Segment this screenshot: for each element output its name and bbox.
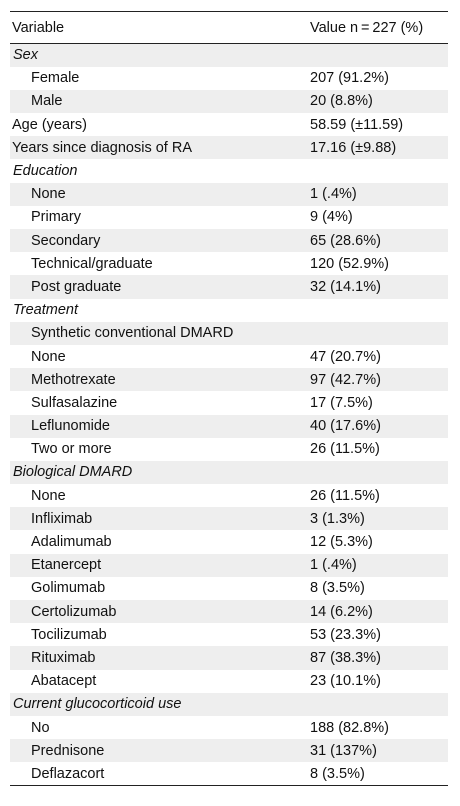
row-value: 32 (14.1%): [310, 278, 381, 295]
row-value: 97 (42.7%): [310, 371, 381, 388]
row-value: 26 (11.5%): [310, 487, 380, 504]
row-label: Methotrexate: [31, 371, 116, 388]
row-value: 1 (.4%): [310, 557, 357, 574]
row-value: 188 (82.8%): [310, 719, 389, 736]
table-row: [10, 646, 448, 669]
section-label: Biological DMARD: [13, 464, 133, 481]
row-label: Post graduate: [31, 278, 122, 295]
row-label: Male: [31, 93, 63, 110]
row-value: 3 (1.3%): [310, 510, 365, 527]
row-value: 47 (20.7%): [310, 348, 381, 365]
row-label: Primary: [31, 209, 81, 226]
row-label: Prednisone: [31, 742, 105, 759]
row-label: Certolizumab: [31, 603, 117, 620]
row-label: Adalimumab: [31, 534, 112, 551]
table-row: [10, 762, 448, 785]
row-value: 14 (6.2%): [310, 603, 373, 620]
section-row: [10, 461, 448, 484]
demographics-table: [10, 11, 448, 786]
section-row: [10, 693, 448, 716]
header-variable: Variable: [12, 19, 65, 36]
table-row: [10, 229, 448, 252]
table-row: [10, 438, 448, 461]
row-value: [310, 693, 448, 716]
table-body: [10, 44, 448, 786]
row-label: Synthetic conventional DMARD: [31, 325, 234, 342]
row-label: Deflazacort: [31, 765, 105, 782]
table-row: [10, 415, 448, 438]
row-label: Female: [31, 70, 80, 87]
table-row: [10, 554, 448, 577]
row-label: Rituximab: [31, 649, 96, 666]
table-row: [10, 206, 448, 229]
row-label: Infliximab: [31, 510, 93, 527]
table-row: [10, 623, 448, 646]
row-value: 20 (8.8%): [310, 93, 373, 110]
section-row: [10, 299, 448, 322]
row-value: 12 (5.3%): [310, 534, 373, 551]
table-row: [10, 183, 448, 206]
table-row: [10, 252, 448, 275]
row-value: [310, 299, 448, 322]
table-row: [10, 670, 448, 693]
row-value: 65 (28.6%): [310, 232, 381, 249]
table-row: [10, 368, 448, 391]
table-row: [10, 275, 448, 298]
section-label: Current glucocorticoid use: [13, 696, 182, 713]
row-label: None: [31, 186, 66, 203]
row-value: 58.59 (±11.59): [310, 116, 404, 133]
row-value: [310, 461, 448, 484]
row-value: 207 (91.2%): [310, 70, 389, 87]
section-label: Education: [13, 163, 78, 180]
table-row: [10, 600, 448, 623]
row-value: 17.16 (±9.88): [310, 139, 397, 156]
row-label: Golimumab: [31, 580, 106, 597]
table-row: [10, 322, 448, 345]
row-value: 8 (3.5%): [310, 580, 365, 597]
row-value: 87 (38.3%): [310, 649, 381, 666]
table-row: [10, 90, 448, 113]
row-value: 23 (10.1%): [310, 673, 381, 690]
header-row: [10, 12, 448, 44]
table-row: [10, 136, 448, 159]
row-label: Technical/graduate: [31, 255, 153, 272]
row-label: Abatacept: [31, 673, 97, 690]
section-label: Treatment: [13, 302, 79, 319]
table-row: [10, 67, 448, 90]
row-label: Age (years): [12, 116, 87, 133]
row-value: [310, 44, 448, 67]
section-label: Sex: [13, 47, 38, 64]
row-value: 1 (.4%): [310, 186, 357, 203]
row-label: Two or more: [31, 441, 112, 458]
table-header: [10, 12, 448, 44]
row-value: 53 (23.3%): [310, 626, 381, 643]
demographics-table-container: [10, 11, 448, 786]
row-value: 40 (17.6%): [310, 418, 381, 435]
header-value: Value n = 227 (%): [310, 19, 424, 36]
table-row: [10, 577, 448, 600]
row-label: No: [31, 719, 50, 736]
row-value: 26 (11.5%): [310, 441, 380, 458]
row-label: Tocilizumab: [31, 626, 107, 643]
row-label: Sulfasalazine: [31, 394, 118, 411]
table-row: [10, 391, 448, 414]
table-row: [10, 716, 448, 739]
table-row: [10, 113, 448, 136]
row-label: Etanercept: [31, 557, 102, 574]
table-row: [10, 507, 448, 530]
row-value: 120 (52.9%): [310, 255, 389, 272]
row-value: 8 (3.5%): [310, 765, 365, 782]
row-label: None: [31, 487, 66, 504]
row-value: 31 (137%): [310, 742, 377, 759]
row-label: Years since diagnosis of RA: [12, 139, 193, 156]
row-label: Secondary: [31, 232, 101, 249]
section-row: [10, 44, 448, 67]
row-value: [310, 159, 448, 182]
row-label: Leflunomide: [31, 418, 110, 435]
row-label: None: [31, 348, 66, 365]
table-row: [10, 484, 448, 507]
row-value: 17 (7.5%): [310, 394, 373, 411]
table-row: [10, 345, 448, 368]
table-row: [10, 739, 448, 762]
row-value: 9 (4%): [310, 209, 353, 226]
section-row: [10, 159, 448, 182]
row-value: [310, 322, 448, 345]
table-row: [10, 530, 448, 553]
